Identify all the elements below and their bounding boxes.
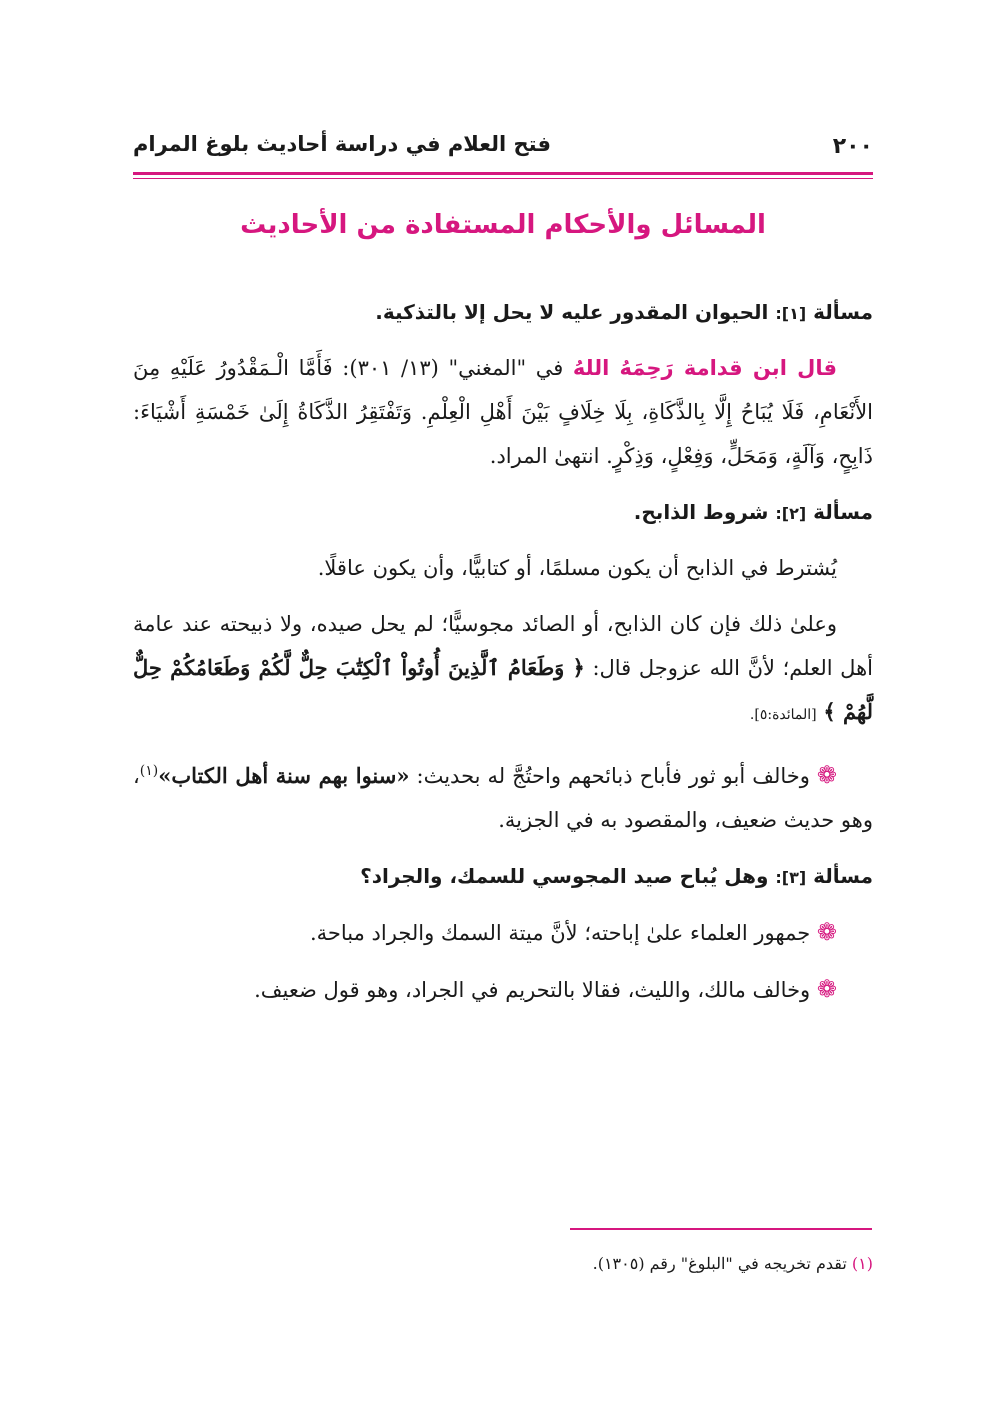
rose-bullet-icon: ❁ <box>816 975 837 1003</box>
footnote <box>133 1250 873 1278</box>
question-heading-1 <box>133 290 873 336</box>
verse-reference: [المائدة:٥]. <box>749 707 817 723</box>
question-heading-2 <box>133 490 873 536</box>
paragraph-text: جمهور العلماء علىٰ إباحته؛ لأنَّ ميتة السمك والجراد مباحة. <box>309 921 811 945</box>
footnote-marker[interactable]: (١) <box>139 763 159 779</box>
question-label: مسألة <box>813 864 873 888</box>
rose-bullet-icon: ❁ <box>816 761 837 789</box>
paragraph-ibn-qudama <box>133 346 873 478</box>
question-label: مسألة <box>813 500 873 524</box>
question-heading-3 <box>133 854 873 900</box>
paragraph-malik-view <box>133 967 873 1012</box>
footnote-number: (١) <box>851 1254 873 1273</box>
section-title: المسائل والأحكام المستفادة من الأحاديث <box>240 210 766 240</box>
rose-bullet-icon: ❁ <box>816 918 837 946</box>
footnote-divider <box>570 1228 872 1230</box>
speaker-name: قال ابن قدامة رَحِمَهُ اللهُ <box>572 356 837 380</box>
question-title: وهل يُباح صيد المجوسي للسمك، والجراد؟ <box>360 864 769 888</box>
footnote-text: تقدم تخريجه في "البلوغ" رقم (١٣٠٥). <box>592 1254 847 1273</box>
paragraph-majority <box>133 602 873 737</box>
hadith-text: «سنوا بهم سنة أهل الكتاب» <box>158 763 410 788</box>
paragraph-text: وعلىٰ ذلك فإن كان الذابح، أو الصائد مجوسيًّا؛ لم يحل صيده، ولا ذبيحته عند عامة أهل العلم؛ لأنَّ الله عزوجل قال: <box>133 612 873 680</box>
question-title: شروط الذابح. <box>633 500 769 524</box>
header-rule-thin <box>133 178 873 179</box>
paragraph-text: وخالف مالك، والليث، فقالا بالتحريم في الجراد، وهو قول ضعيف. <box>254 978 811 1002</box>
header-rule-thick <box>133 172 873 175</box>
paragraph-text: ، وهو حديث ضعيف، والمقصود به في الجزية. <box>133 764 873 832</box>
page-content <box>133 290 873 1024</box>
paragraph-text: في "المغني" (١٣/ ٣٠١): فَأَمَّا الْـمَقْدُورُ عَلَيْهِ مِنَ الأَنْعَامِ، فَلَا يُبَاحُ إِلَّا بِالذَّكَاةِ، بِلَا خِلَافٍ بَيْنَ أَهْلِ الْعِلْمِ. وَتَفْتَقِرُ الذَّكَاةُ إِلَىٰ خَمْسَةِ أَشْيَاءَ: ذَابِحٍ، وَآلَةٍ، وَمَحَلٍّ، وَفِعْلٍ، وَذِكْرٍ. انتهىٰ المراد. <box>133 356 873 468</box>
question-label: مسألة <box>813 300 873 324</box>
question-title: الحيوان المقدور عليه لا يحل إلا بالتذكية. <box>375 300 769 324</box>
book-title: فتح العلام في دراسة أحاديث بلوغ المرام <box>133 132 551 156</box>
question-number: [٣]: <box>775 868 807 887</box>
question-number: [٢]: <box>775 504 807 523</box>
paragraph-text: وخالف أبو ثور فأباح ذبائحهم واحتُجَّ له بحديث: <box>416 764 810 788</box>
question-number: [١]: <box>775 304 807 323</box>
page-header <box>133 120 873 172</box>
paragraph-abu-thawr <box>133 749 873 842</box>
paragraph-conditions: يُشترط في الذابح أن يكون مسلمًا، أو كتابيًّا، وأن يكون عاقلًا. <box>317 556 837 580</box>
paragraph-majority-view <box>133 910 873 955</box>
page-number: ٢٠٠ <box>832 134 873 159</box>
quran-verse: ﴿ وَطَعَامُ ٱلَّذِينَ أُوتُواْ ٱلْكِتَٰبَ حِلٌّ لَّكُمْ وَطَعَامُكُمْ حِلٌّ لَّهُمْ ﴾ <box>133 655 873 724</box>
